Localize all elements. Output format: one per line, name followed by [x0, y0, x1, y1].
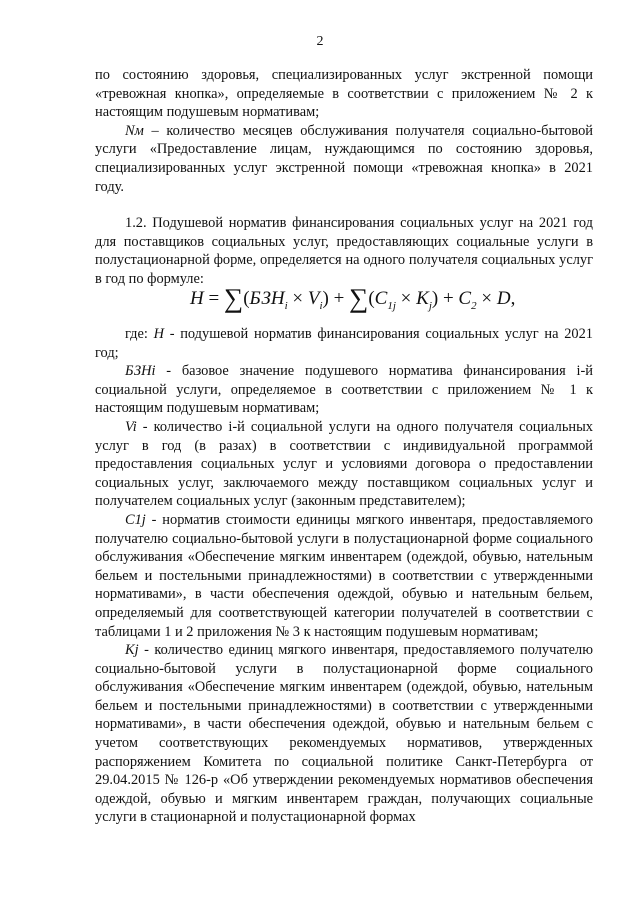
page-number: 2	[316, 34, 324, 49]
paragraph-3: 1.2. Подушевой норматив финансирования социальных услуг на 2021 год для поставщиков социальных услуг, предоставляющих социальные услуги в полустационарной форме, определяется на одного получателя социальных услуг в год по формуле:	[95, 215, 593, 287]
paragraph-7: C1j - норматив стоимости единицы мягкого инвентаря, предоставляемого получателю социально-бытовой услуги в полустационарной форме социального обслуживания «Обеспечение мягким инвентарем (одеждой, обувью, нательным бельем и постельными принадлежностями) в соответствии с утвержденными нормативами», в части обеспечения одеждой, обувью и нательным бельем, определяемый для соответствующей категории получателей в соответствии с таблицами 1 и 2 приложения № 3 к настоящим подушевым нормативам;	[95, 511, 593, 640]
paragraph-1: по состоянию здоровья, специализированных услуг экстренной помощи «тревожная кнопка», определяемые в соответствии с приложением № 2 к настоящим подушевым нормативам;	[95, 67, 593, 121]
paragraph-5: БЗНi - базовое значение подушевого норматива финансирования i-й социальной услуги, определяемое в соответствии с приложением № 1 к настоящим подушевым нормативам;	[95, 363, 593, 417]
formula-render: $H = \sum(БЗН_i \times V_i) + \sum(C_{1j} \times K_j) + C_2 \times D$,	[190, 283, 516, 313]
paragraph-8: Kj - количество единиц мягкого инвентаря, предоставляемого получателю социально-бытовой услуги в полустационарной форме социального обслуживания «Обеспечение мягким инвентарем (одеждой, обувью, нательным бельем и постельными принадлежностями) в соответствии с утвержденными нормативами», в части обеспечения одеждой, обувью и нательным бельем с учетом соответствующих рекомендуемых нормативов, утвержденных распоряжением Комитета по социальной политике Санкт-Петербурга от 29.04.2015 № 126-р «Об утверждении рекомендуемых нормативов обеспечения одеждой, обувью и мягким инвентарем граждан, получающих социальные услуги в стационарной и полустационарной формах	[95, 642, 593, 826]
paragraph-4: где: Н - подушевой норматив финансирования социальных услуг на 2021 год;	[95, 326, 593, 361]
text-block-bottom	[95, 325, 593, 827]
text-block-top	[95, 66, 593, 289]
symbol-kj: Kj	[125, 642, 139, 659]
paragraph-2: Nм – количество месяцев обслуживания получателя социально-бытовой услуги «Предоставление лицам, нуждающимся по состоянию здоровья, специализированных услуг экстренной помощи «тревожная кнопка» в 2021 году.	[95, 122, 593, 195]
paragraph-6: Vi - количество i-й социальной услуги на одного получателя социальных услуг в год (в разах) в соответствии с индивидуальной программой предоставления социальных услуг и условиями договора о предоставлении социальных услуг, заключаемого между поставщиком социальных услуг и получателем социальных услуг (законным представителем);	[95, 418, 593, 510]
symbol-bzn: БЗНi	[125, 363, 156, 380]
symbol-h: Н	[153, 326, 164, 342]
symbol-v: Vi	[125, 418, 137, 435]
formula	[190, 283, 610, 314]
symbol-c1j: C1j	[125, 511, 146, 528]
symbol-n-m: Nм	[125, 122, 144, 139]
